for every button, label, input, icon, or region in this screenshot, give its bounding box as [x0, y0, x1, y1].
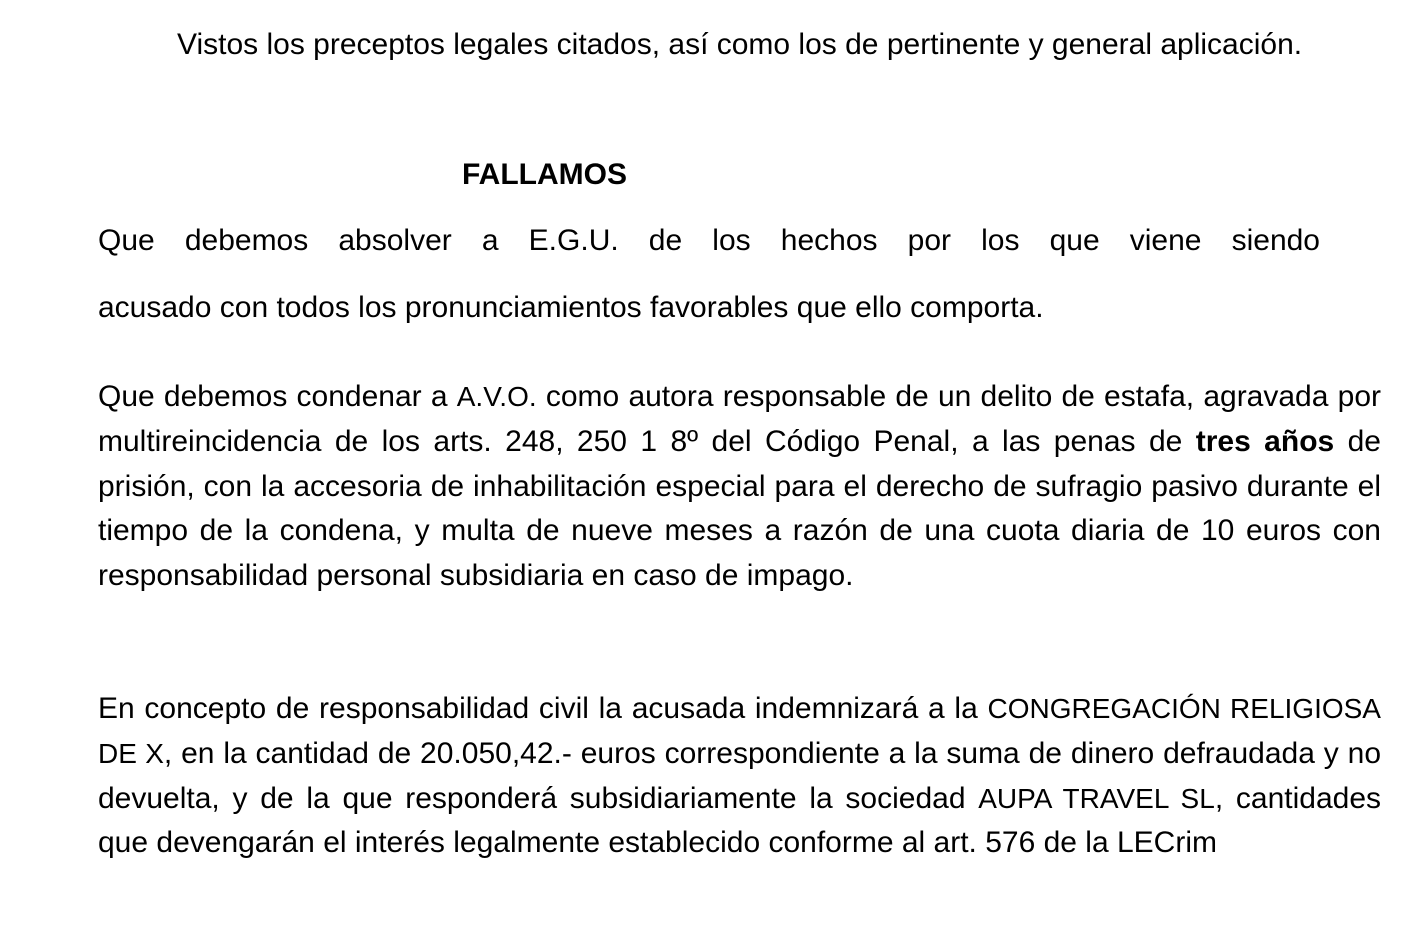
conviction-paragraph: [98, 375, 1381, 599]
victim-name: CONGREGACIÓN RELIGIOSA DE X: [98, 693, 1381, 769]
company-name: AUPA TRAVEL SL: [978, 782, 1215, 814]
intro-paragraph: Vistos los preceptos legales citados, así como los de pertinente y general aplicación.: [177, 28, 1303, 61]
civil-liability-paragraph: [98, 687, 1381, 866]
acquittal-paragraph-line-1: Que debemos absolver a E.G.U. de los hechos por los que viene siendo: [98, 224, 1320, 257]
prison-term: tres años: [1195, 424, 1335, 458]
ruling-heading: FALLAMOS: [462, 158, 627, 191]
conviction-text-1: Que debemos condenar a: [98, 380, 457, 413]
conviction-text-3: de prisión, con la accesoria de inhabilitación especial para el derecho de sufragio pasivo durante el tiempo de la condena, y multa de nueve meses a razón de una cuota diaria de 10 euros con responsabilidad personal subsidiaria en caso de impago.: [98, 424, 1381, 593]
acquittal-paragraph-line-2: acusado con todos los pronunciamientos favorables que ello comporta.: [98, 291, 1044, 324]
civil-text-1: En concepto de responsabilidad civil la acusada indemnizará a la: [98, 692, 988, 725]
civil-text-2: , en la cantidad de 20.050,42.- euros correspondiente a la suma de dinero defraudada y no devuelta, y de la que responderá subsidiariamente la sociedad: [98, 736, 1381, 815]
accused-initials: A.V.O.: [456, 381, 537, 412]
conviction-text-2: como autora responsable de un delito de estafa, agravada por multireincidencia de los arts. 248, 250 1 8º del Código Penal, a las penas de: [98, 380, 1381, 458]
civil-text-3: , cantidades que devengarán el interés legalmente establecido conforme al art. 576 de la LECrim: [98, 781, 1382, 860]
